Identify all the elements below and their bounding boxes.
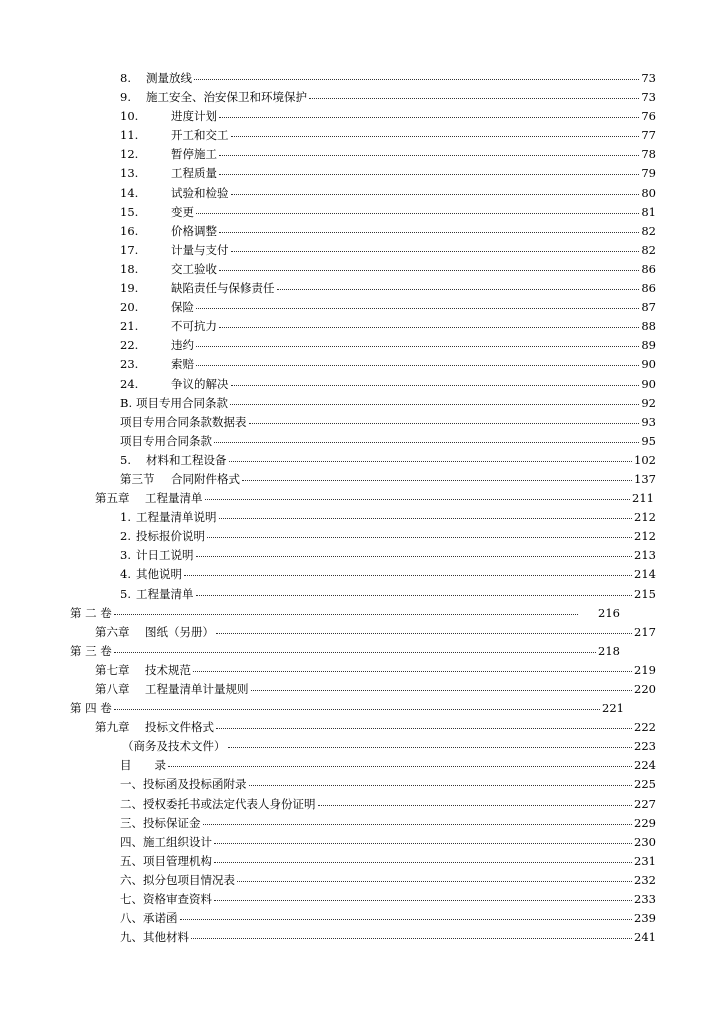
dot-leader [219, 509, 633, 521]
dot-leader [196, 204, 639, 216]
toc-row [0, 336, 724, 355]
toc-number: 10. [120, 109, 139, 124]
toc-row [0, 164, 724, 183]
toc-page: 95 [641, 433, 656, 448]
toc-row [0, 375, 724, 394]
toc-title: 暂停施工 [171, 147, 217, 162]
toc-title: 缺陷责任与保修责任 [171, 281, 275, 296]
toc-title: 授权委托书或法定代表人身份证明 [143, 796, 316, 811]
toc-title: 投标保证金 [143, 815, 201, 830]
toc-title: 拟分包项目情况表 [143, 872, 235, 887]
dot-leader [214, 834, 632, 846]
toc-row [0, 203, 724, 222]
toc-page: 218 [598, 643, 620, 658]
toc-row [0, 298, 724, 317]
dot-leader [216, 624, 632, 636]
toc-row [0, 680, 724, 699]
toc-page: 102 [634, 452, 656, 467]
toc-page: 212 [634, 510, 656, 525]
toc-row [0, 107, 724, 126]
toc-page: 223 [634, 739, 656, 754]
toc-number: 13. [120, 166, 139, 181]
toc-page: 213 [634, 548, 656, 563]
toc-page: 87 [641, 300, 656, 315]
toc-number: 5. [120, 452, 131, 467]
toc-page: 239 [634, 911, 656, 926]
dot-leader [193, 662, 632, 674]
dot-leader [114, 700, 600, 712]
toc-page: 79 [641, 166, 656, 181]
dot-leader [249, 414, 640, 426]
toc-number: 八、 [120, 911, 143, 926]
toc-number: 4. [120, 567, 131, 582]
toc-row [0, 718, 724, 737]
toc-title: 项目专用合同条款 [120, 433, 212, 448]
dot-leader [196, 547, 633, 559]
toc-row [0, 489, 724, 508]
toc-title: 投标函及投标函附录 [143, 777, 247, 792]
toc-title: 试验和检验 [171, 185, 229, 200]
dot-leader [231, 242, 640, 254]
toc-page: 90 [641, 357, 656, 372]
toc-page: 88 [641, 319, 656, 334]
dot-leader [230, 395, 639, 407]
dot-leader [184, 566, 632, 578]
toc-row [0, 661, 724, 680]
toc-page: 211 [632, 491, 654, 506]
toc-page: 73 [641, 71, 656, 85]
dot-leader [242, 471, 632, 483]
toc-row [0, 623, 724, 642]
toc-row [0, 565, 724, 584]
toc-title: 投标文件格式 [145, 720, 214, 735]
toc-row [0, 508, 724, 527]
volume-title: 第 二 卷 [70, 605, 112, 620]
toc-number: 20. [120, 300, 139, 315]
toc-number: 第五章 [95, 491, 130, 506]
toc-row [0, 585, 724, 604]
toc-title: 计量与支付 [171, 242, 229, 257]
toc-page: 89 [641, 338, 656, 353]
toc-row [0, 260, 724, 279]
toc-row [0, 394, 724, 413]
dot-leader [237, 872, 632, 884]
table-of-contents [0, 69, 724, 947]
toc-row [0, 604, 724, 623]
toc-number: 3. [120, 548, 131, 563]
toc-row [0, 527, 724, 546]
toc-row [0, 642, 724, 661]
toc-page: 232 [634, 872, 656, 887]
toc-row [0, 355, 724, 374]
toc-title: 索赔 [171, 357, 194, 372]
toc-page: 81 [641, 204, 656, 219]
dot-leader [196, 586, 633, 598]
toc-page: 233 [634, 892, 656, 907]
toc-title: 项目专用合同条款 [136, 395, 228, 410]
toc-number: 第三节 [120, 471, 155, 486]
toc-page: 219 [634, 662, 656, 677]
toc-title: 保险 [171, 300, 194, 315]
toc-title: 价格调整 [171, 223, 217, 238]
toc-page: 227 [634, 796, 656, 811]
toc-page: 86 [641, 261, 656, 276]
toc-number: 第七章 [95, 662, 130, 677]
toc-title: （商务及技术文件） [122, 739, 226, 754]
toc-page: 82 [641, 242, 656, 257]
toc-row [0, 145, 724, 164]
toc-page: 212 [634, 529, 656, 544]
toc-title: 争议的解决 [171, 376, 229, 391]
dot-leader [114, 643, 596, 655]
toc-title: 测量放线 [146, 71, 192, 85]
toc-number: 24. [120, 376, 139, 391]
toc-row [0, 928, 724, 947]
dot-leader [219, 223, 639, 235]
toc-row [0, 432, 724, 451]
toc-number: 9. [120, 90, 131, 105]
toc-page: 230 [634, 834, 656, 849]
dot-leader [168, 757, 632, 769]
dot-leader [229, 452, 633, 464]
dot-leader [216, 719, 632, 731]
toc-number: 11. [120, 128, 139, 143]
toc-row [0, 814, 724, 833]
dot-leader [214, 853, 632, 865]
toc-page: 86 [641, 281, 656, 296]
dot-leader [194, 70, 639, 82]
toc-row [0, 890, 724, 909]
dot-leader [231, 376, 640, 388]
toc-title: 工程量清单说明 [136, 510, 217, 525]
toc-title: 工程量清单 [145, 491, 203, 506]
toc-title: 施工安全、治安保卫和环境保护 [146, 90, 307, 105]
toc-title: 承诺函 [143, 911, 178, 926]
toc-row [0, 852, 724, 871]
toc-number: 第九章 [95, 720, 130, 735]
toc-number: 23. [120, 357, 139, 372]
dot-leader [231, 127, 640, 139]
toc-title: 材料和工程设备 [146, 452, 227, 467]
toc-number: 2. [120, 529, 131, 544]
toc-number: 16. [120, 223, 139, 238]
toc-page: 229 [634, 815, 656, 830]
dot-leader [214, 891, 632, 903]
toc-page: 90 [641, 376, 656, 391]
toc-page: 224 [634, 758, 656, 773]
toc-number: 14. [120, 185, 139, 200]
toc-number: 一、 [120, 777, 143, 792]
toc-title: 投标报价说明 [136, 529, 205, 544]
toc-page: 241 [634, 930, 656, 945]
toc-title: 不可抗力 [171, 319, 217, 334]
toc-number: 六、 [120, 872, 143, 887]
toc-title: 计日工说明 [136, 548, 194, 563]
toc-row [0, 909, 724, 928]
toc-row [0, 451, 724, 470]
toc-row [0, 184, 724, 203]
toc-page: 82 [641, 223, 656, 238]
toc-page: 215 [634, 586, 656, 601]
toc-page: 76 [641, 109, 656, 124]
toc-page: 216 [598, 605, 620, 620]
dot-leader [219, 146, 639, 158]
volume-title: 第 四 卷 [70, 701, 112, 716]
toc-number: 二、 [120, 796, 143, 811]
toc-page: 92 [641, 395, 656, 410]
toc-title: 其他说明 [136, 567, 182, 582]
toc-title: 工程质量 [171, 166, 217, 181]
toc-page: 222 [634, 720, 656, 735]
toc-title: 交工验收 [171, 261, 217, 276]
dot-leader [196, 337, 639, 349]
toc-title: 施工组织设计 [143, 834, 212, 849]
toc-row [0, 279, 724, 298]
dot-leader [249, 776, 633, 788]
dot-leader [214, 433, 639, 445]
toc-row [0, 317, 724, 336]
dot-leader [318, 796, 633, 808]
toc-title: 项目管理机构 [143, 853, 212, 868]
toc-page: 93 [641, 414, 656, 429]
toc-page: 78 [641, 147, 656, 162]
dot-leader [203, 815, 633, 827]
dot-leader [219, 165, 639, 177]
toc-row [0, 413, 724, 432]
toc-number: 12. [120, 147, 139, 162]
toc-number: 第六章 [95, 624, 130, 639]
toc-row [0, 871, 724, 890]
toc-page: 73 [641, 90, 656, 105]
toc-title: 工程量清单 [136, 586, 194, 601]
dot-leader [196, 356, 639, 368]
toc-number: 九、 [120, 930, 143, 945]
toc-page: 217 [634, 624, 656, 639]
toc-page: 77 [641, 128, 656, 143]
toc-row [0, 699, 724, 718]
toc-title: 变更 [171, 204, 194, 219]
dot-leader [251, 681, 633, 693]
toc-title: 项目专用合同条款数据表 [120, 414, 247, 429]
toc-page: 225 [634, 777, 656, 792]
toc-row [0, 546, 724, 565]
toc-number: B. [120, 395, 133, 410]
toc-page: 221 [602, 701, 624, 716]
toc-title: 违约 [171, 338, 194, 353]
toc-row [0, 470, 724, 489]
dot-leader [205, 490, 631, 502]
dot-leader [228, 738, 633, 750]
dot-leader [180, 910, 633, 922]
dot-leader [277, 280, 640, 292]
toc-title: 进度计划 [171, 109, 217, 124]
dot-leader [309, 89, 639, 101]
toc-number: 三、 [120, 815, 143, 830]
toc-page: 231 [634, 853, 656, 868]
toc-number: 17. [120, 242, 139, 257]
toc-title: 其他材料 [143, 930, 189, 945]
toc-title: 图纸（另册） [145, 624, 214, 639]
toc-row [0, 833, 724, 852]
volume-title: 第 三 卷 [70, 643, 112, 658]
dot-leader [219, 108, 639, 120]
toc-page: 80 [641, 185, 656, 200]
toc-row [0, 775, 724, 794]
toc-number: 22. [120, 338, 139, 353]
toc-page: 220 [634, 682, 656, 696]
dot-leader [207, 528, 632, 540]
toc-row [0, 795, 724, 814]
toc-number: 21. [120, 319, 139, 334]
toc-number: 第八章 [95, 682, 130, 696]
toc-page: 137 [634, 471, 656, 486]
dot-leader [114, 605, 578, 617]
toc-number: 18. [120, 261, 139, 276]
toc-number: 四、 [120, 834, 143, 849]
toc-title: 工程量清单计量规则 [145, 682, 249, 696]
toc-row [0, 88, 724, 107]
toc-row [0, 222, 724, 241]
toc-row [0, 126, 724, 145]
toc-number: 15. [120, 204, 139, 219]
toc-row [0, 241, 724, 260]
toc-row [0, 69, 724, 88]
dot-leader [191, 929, 632, 941]
toc-number: 5. [120, 586, 131, 601]
toc-title: 开工和交工 [171, 128, 229, 143]
toc-title: 资格审查资料 [143, 892, 212, 907]
dot-leader [219, 318, 639, 330]
toc-row [0, 737, 724, 756]
toc-number: 8. [120, 71, 131, 85]
toc-page: 214 [634, 567, 656, 582]
dot-leader [231, 185, 640, 197]
toc-number: 19. [120, 281, 139, 296]
toc-row [0, 756, 724, 775]
toc-number: 五、 [120, 853, 143, 868]
toc-title: 技术规范 [145, 662, 191, 677]
toc-number: 七、 [120, 892, 143, 907]
dot-leader [219, 261, 639, 273]
toc-number: 1. [120, 510, 131, 525]
toc-title: 合同附件格式 [171, 471, 240, 486]
toc-title: 目 录 [120, 758, 166, 773]
dot-leader [196, 299, 639, 311]
